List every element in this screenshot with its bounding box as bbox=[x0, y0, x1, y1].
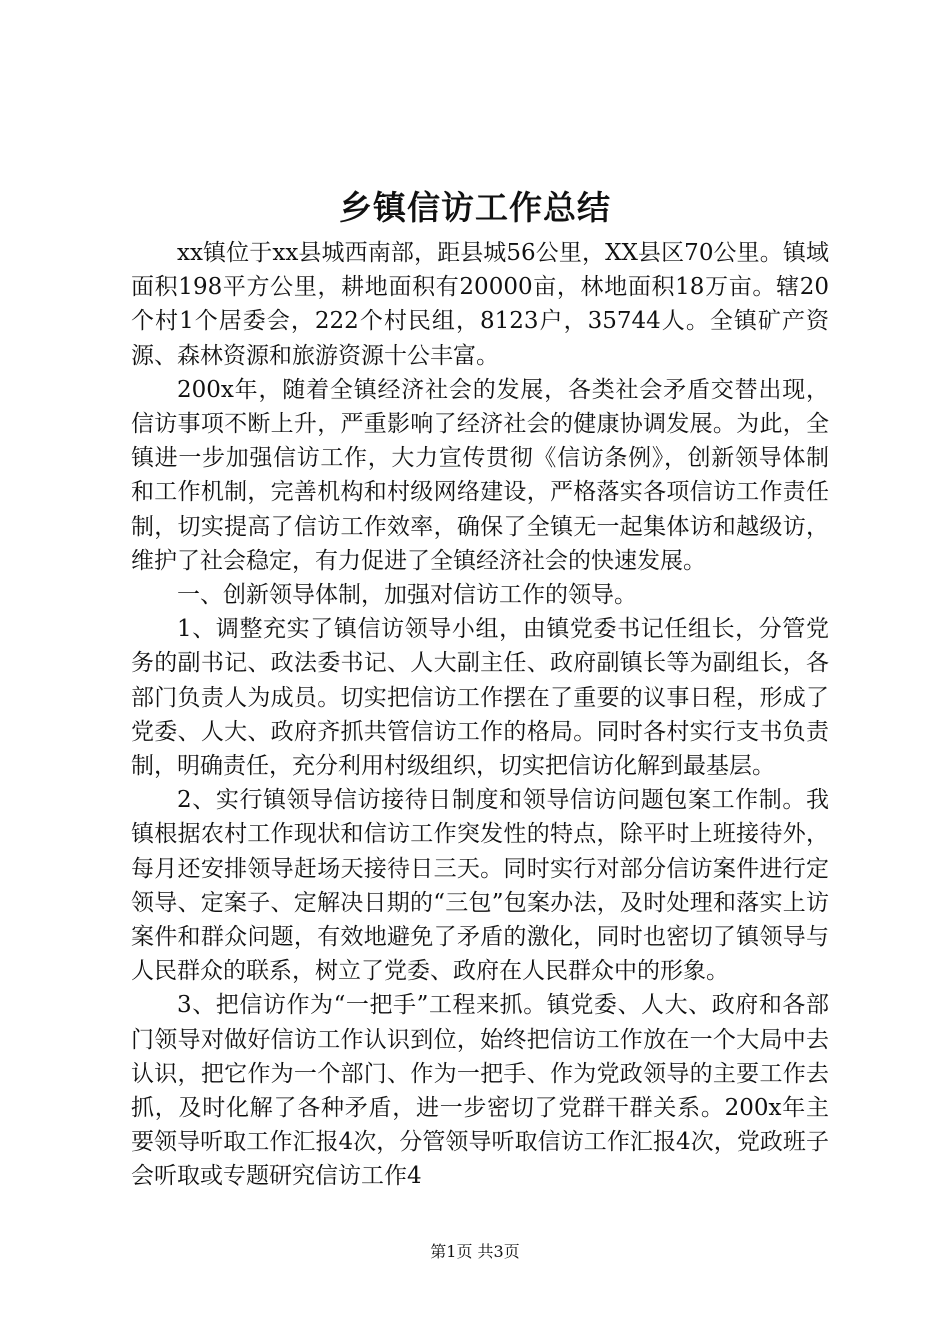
paragraph-item-1: 1、调整充实了镇信访领导小组，由镇党委书记任组长，分管党务的副书记、政法委书记、人大副主任、政府副镇长等为副组长，各部门负责人为成员。切实把信访工作摆在了重要的议事日程，形成了党委、人大、政府齐抓共管信访工作的格局。同时各村实行支书负责制，明确责任，充分利用村级组织，切实把信访化解到最基层。 bbox=[131, 616, 829, 780]
paragraph-item-3: 3、把信访作为“一把手”工程来抓。镇党委、人大、政府和各部门领导对做好信访工作认识到位，始终把信访工作放在一个大局中去认识，把它作为一个部门、作为一把手、作为党政领导的主要工作去抓，及时化解了各种矛盾，进一步密切了党群干群关系。200x年主要领导听取工作汇报4次，分管领导听取信访工作汇报4次，党政班子会听取或专题研究信访工作4 bbox=[131, 992, 829, 1190]
document-title: 乡镇信访工作总结 bbox=[339, 188, 611, 227]
page-footer: 第1页 共3页 bbox=[430, 1242, 520, 1261]
paragraph-item-2: 2、实行镇领导信访接待日制度和领导信访问题包案工作制。我镇根据农村工作现状和信访工作突发性的特点，除平时上班接待外，每月还安排领导赶场天接待日三天。同时实行对部分信访案件进行定领导、定案子、定解决日期的“三包”包案办法，及时处理和落实上访案件和群众问题，有效地避免了矛盾的激化，同时也密切了镇领导与人民群众的联系，树立了党委、政府在人民群众中的形象。 bbox=[131, 787, 829, 985]
section-heading-1: 一、创新领导体制，加强对信访工作的领导。 bbox=[177, 582, 637, 609]
paragraph-overview: xx镇位于xx县城西南部，距县城56公里，XX县区70公里。镇域面积198平方公里，耕地面积有20000亩，林地面积18万亩。辖20个村1个居委会，222个村民组，8123户，35744人。全镇矿产资源、森林资源和旅游资源十公丰富。 bbox=[131, 240, 829, 369]
document-body bbox=[131, 236, 829, 1194]
paragraph-background: 200x年，随着全镇经济社会的发展，各类社会矛盾交替出现，信访事项不断上升，严重影响了经济社会的健康协调发展。为此，全镇进一步加强信访工作，大力宣传贯彻《信访条例》，创新领导体制和工作机制，完善机构和村级网络建设，严格落实各项信访工作责任制，切实提高了信访工作效率，确保了全镇无一起集体访和越级访，维护了社会稳定，有力促进了全镇经济社会的快速发展。 bbox=[131, 376, 829, 574]
